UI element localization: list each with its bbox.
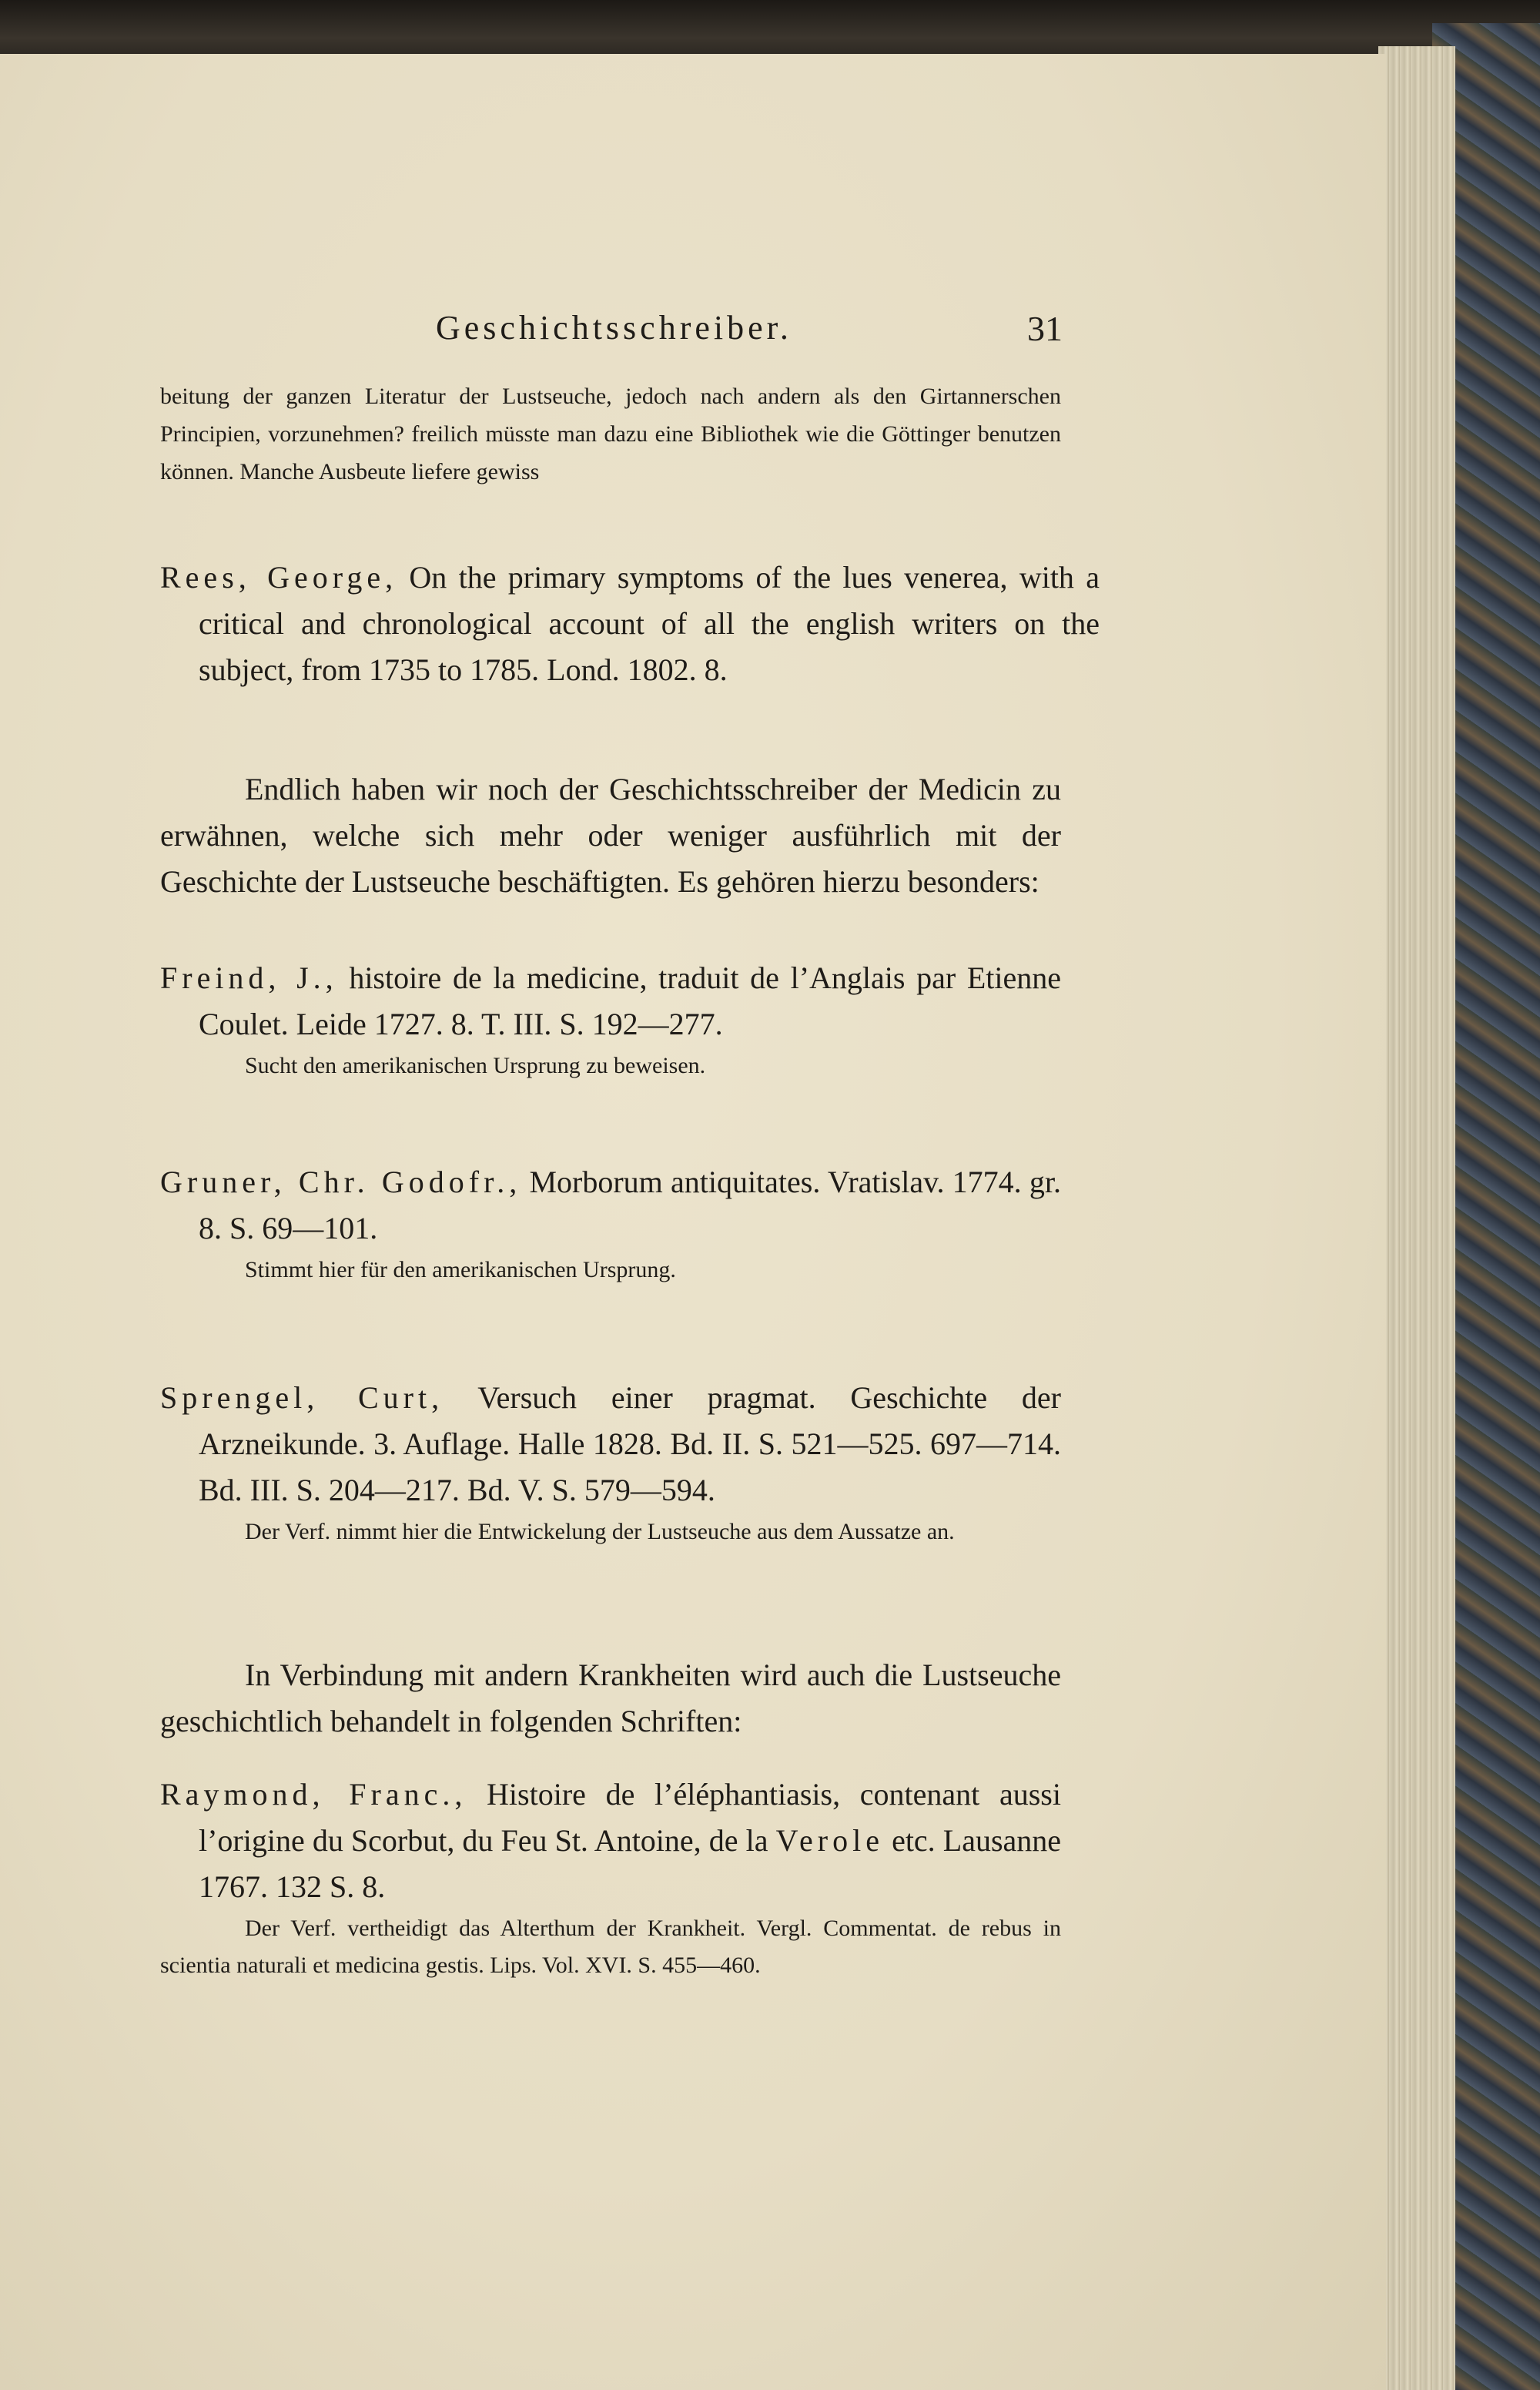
- sprengel-note: Der Verf. nimmt hier die Entwickelung der Lustseuche aus dem Aussatze an.: [245, 1519, 955, 1544]
- sprengel-text: Versuch einer pragmat. Geschichte der Arzneikunde. 3. Auflage. Halle 1828. Bd. II. S. 521—525. 697—714. Bd. III. S. 204—217. Bd. V. S. 579—594.: [199, 1380, 1061, 1507]
- page-number: 31: [1027, 309, 1063, 348]
- raymond-text-after: etc. Lausanne 1767. 132 S. 8.: [199, 1823, 1062, 1904]
- freind-entry: [160, 955, 1061, 1084]
- other-diseases-paragraph: In Verbindung mit andern Krankheiten wird auch die Lustseuche geschichtlich behandelt in folgenden Schriften:: [160, 1658, 1061, 1738]
- raymond-note: Der Verf. vertheidigt das Alterthum der Krankheit. Vergl. Commentat. de rebus in scientia naturali et medicina gestis. Lips. Vol. XVI. S. 455—460.: [160, 1916, 1061, 1978]
- rees-author: Rees, George,: [160, 560, 398, 595]
- raymond-text-before: Histoire de l’éléphantiasis, contenant aussi l’origine du Scorbut, du Feu St. Antoine, de la: [199, 1777, 1061, 1858]
- gruner-author: Gruner, Chr. Godofr.,: [160, 1165, 522, 1199]
- historians-paragraph: Endlich haben wir noch der Geschichtsschreiber der Medicin zu erwähnen, welche sich mehr oder weniger ausführlich mit der Geschichte der Lustseuche beschäftigten. Es gehören hierzu besonders:: [160, 772, 1061, 899]
- raymond-entry: [160, 1772, 1061, 1984]
- sprengel-entry: [160, 1375, 1061, 1550]
- freind-text: histoire de la medicine, traduit de l’Anglais par Etienne Coulet. Leide 1727. 8. T. III. S. 192—277.: [199, 960, 1062, 1041]
- freind-note: Sucht den amerikanischen Ursprung zu beweisen.: [245, 1053, 706, 1078]
- gruner-entry: [160, 1159, 1061, 1289]
- page-edges: [1378, 46, 1455, 2390]
- sprengel-author: Sprengel, Curt,: [160, 1380, 444, 1415]
- running-head-title: Geschichtsschreiber.: [436, 309, 792, 347]
- running-head: [160, 308, 1061, 370]
- freind-author: Freind, J.,: [160, 960, 338, 995]
- book-page: [0, 54, 1386, 2390]
- rees-text: On the primary symptoms of the lues venerea, with a critical and chronological account of all the english writers on the subject, from 1735 to 1785. Lond. 1802. 8.: [199, 560, 1100, 687]
- gruner-text: Morborum antiquitates. Vratislav. 1774. gr. 8. S. 69—101.: [199, 1165, 1062, 1245]
- rees-entry: [160, 555, 1100, 693]
- raymond-spaced-word: Verole: [775, 1823, 884, 1858]
- intro-paragraph: beitung der ganzen Literatur der Lustseuche, jedoch nach andern als den Girtannerschen Principien, vorzunehmen? freilich müsste man dazu eine Bibliothek wie die Göttinger benutzen können. Manche Ausbeute liefere gewiss: [160, 384, 1061, 484]
- gruner-note: Stimmt hier für den amerikanischen Ursprung.: [245, 1257, 676, 1282]
- raymond-author: Raymond, Franc.,: [160, 1777, 467, 1812]
